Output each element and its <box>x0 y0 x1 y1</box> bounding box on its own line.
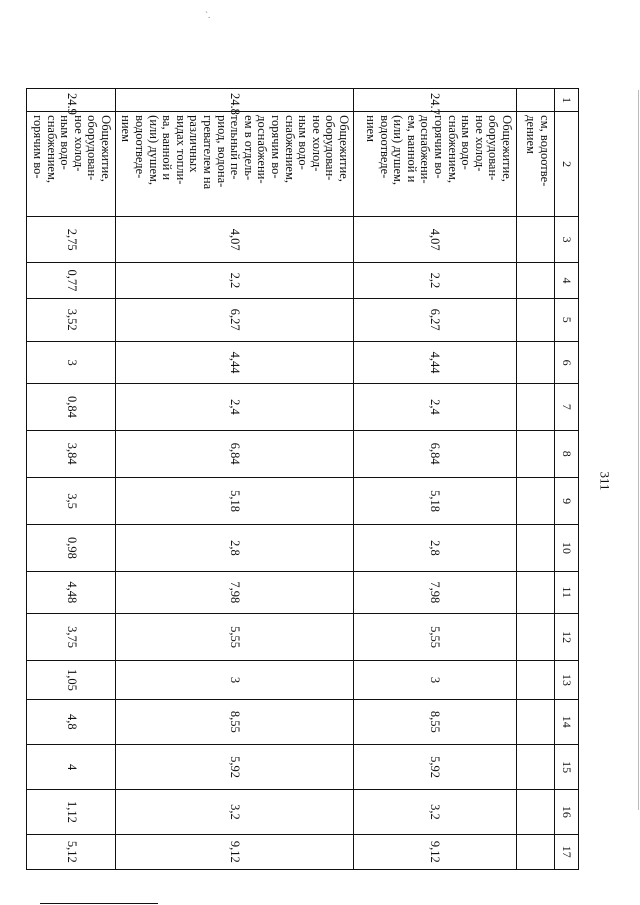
column-number: 6 <box>555 341 579 383</box>
header-row <box>555 89 579 870</box>
tariff-value: 8,55 <box>354 699 517 744</box>
tariff-value: 0,84 <box>27 384 116 430</box>
table-cell <box>517 384 555 430</box>
tariff-value: 5,92 <box>115 744 353 789</box>
column-number: 15 <box>555 744 579 789</box>
table-cell <box>517 341 555 383</box>
tariff-value: 5,92 <box>354 744 517 789</box>
tariff-value: 8,55 <box>115 699 353 744</box>
tariff-value: 9,12 <box>115 834 353 869</box>
tariff-value: 4,48 <box>27 571 116 613</box>
tariff-value: 4 <box>27 744 116 789</box>
column-number: 2 <box>555 112 579 217</box>
tariff-value: 4,44 <box>115 341 353 383</box>
tariff-value: 2,75 <box>27 216 116 262</box>
column-number: 5 <box>555 298 579 341</box>
tariff-value: 5,55 <box>354 613 517 660</box>
table-cell <box>517 477 555 524</box>
tariff-table <box>26 88 579 870</box>
tariff-value: 4,8 <box>27 699 116 744</box>
table-row <box>354 89 517 870</box>
tariff-value: 6,84 <box>354 430 517 477</box>
table-cell <box>517 790 555 834</box>
tariff-value: 7,98 <box>354 571 517 613</box>
table-container <box>30 88 579 870</box>
tariff-value: 2,2 <box>115 263 353 298</box>
tariff-value: 6,27 <box>115 298 353 341</box>
table-cell <box>517 216 555 262</box>
tariff-value: 2,8 <box>354 525 517 571</box>
column-number: 13 <box>555 661 579 699</box>
tariff-value: 3,2 <box>354 790 517 834</box>
table-cell <box>517 525 555 571</box>
column-number: 7 <box>555 384 579 430</box>
row-number: 24.7 <box>354 89 517 112</box>
tariff-value: 5,18 <box>354 477 517 524</box>
table-cell <box>517 263 555 298</box>
tariff-value: 4,07 <box>115 216 353 262</box>
continuation-row <box>517 89 555 870</box>
scan-speck: `. <box>205 10 211 20</box>
column-number: 11 <box>555 571 579 613</box>
column-number: 14 <box>555 699 579 744</box>
tariff-value: 2,8 <box>115 525 353 571</box>
tariff-value: 3,5 <box>27 477 116 524</box>
column-number: 17 <box>555 834 579 869</box>
table-cell <box>517 699 555 744</box>
column-number: 10 <box>555 525 579 571</box>
tariff-value: 6,27 <box>354 298 517 341</box>
table-cell <box>517 298 555 341</box>
continuation-text: см, водоотве- дением <box>517 112 555 217</box>
tariff-value: 1,12 <box>27 790 116 834</box>
column-number: 8 <box>555 430 579 477</box>
page-edge-rule <box>638 90 639 810</box>
tariff-value: 0,98 <box>27 525 116 571</box>
tariff-value: 3 <box>354 661 517 699</box>
column-number: 4 <box>555 263 579 298</box>
tariff-value: 0,77 <box>27 263 116 298</box>
row-description: Общежитие, оборудован- ное холод- ным водо- снабжением, горячим во- доснабжени- ем в отдель- тельный пе- риод, водона- гревателем на различных видах топли- ва, ванной и (или) душем, водоотведе- нием <box>115 112 353 217</box>
table-cell <box>517 89 555 112</box>
column-number: 1 <box>555 89 579 112</box>
row-number: 24.9 <box>27 89 116 112</box>
table-cell <box>517 661 555 699</box>
tariff-value: 2,4 <box>115 384 353 430</box>
tariff-value: 3 <box>115 661 353 699</box>
tariff-value: 1,05 <box>27 661 116 699</box>
table-row <box>115 89 353 870</box>
tariff-value: 5,12 <box>27 834 116 869</box>
footnote-rule <box>40 903 158 904</box>
row-description: Общежитие, оборудован- ное холод- ным водо- снабжением, горячим во- доснабжени- ем, ванной и (или) душем, водоотведе- нием <box>354 112 517 217</box>
table-cell <box>517 744 555 789</box>
tariff-value: 5,55 <box>115 613 353 660</box>
row-number: 24.8 <box>115 89 353 112</box>
tariff-value: 7,98 <box>115 571 353 613</box>
table-cell <box>517 571 555 613</box>
tariff-value: 4,44 <box>354 341 517 383</box>
tariff-value: 9,12 <box>354 834 517 869</box>
tariff-value: 6,84 <box>115 430 353 477</box>
column-number: 3 <box>555 216 579 262</box>
page-number: 311 <box>597 471 613 491</box>
table-cell <box>517 834 555 869</box>
column-number: 16 <box>555 790 579 834</box>
table-row <box>27 89 116 870</box>
tariff-value: 3,75 <box>27 613 116 660</box>
tariff-value: 2,4 <box>354 384 517 430</box>
row-description: Общежитие, оборудован- ное холод- ным водо- снабжением, горячим во- <box>27 112 116 217</box>
tariff-value: 3,2 <box>115 790 353 834</box>
table-cell <box>517 613 555 660</box>
tariff-value: 2,2 <box>354 263 517 298</box>
column-number: 12 <box>555 613 579 660</box>
tariff-value: 3,84 <box>27 430 116 477</box>
tariff-value: 4,07 <box>354 216 517 262</box>
column-number: 9 <box>555 477 579 524</box>
tariff-value: 5,18 <box>115 477 353 524</box>
tariff-value: 3,52 <box>27 298 116 341</box>
tariff-value: 3 <box>27 341 116 383</box>
table-cell <box>517 430 555 477</box>
